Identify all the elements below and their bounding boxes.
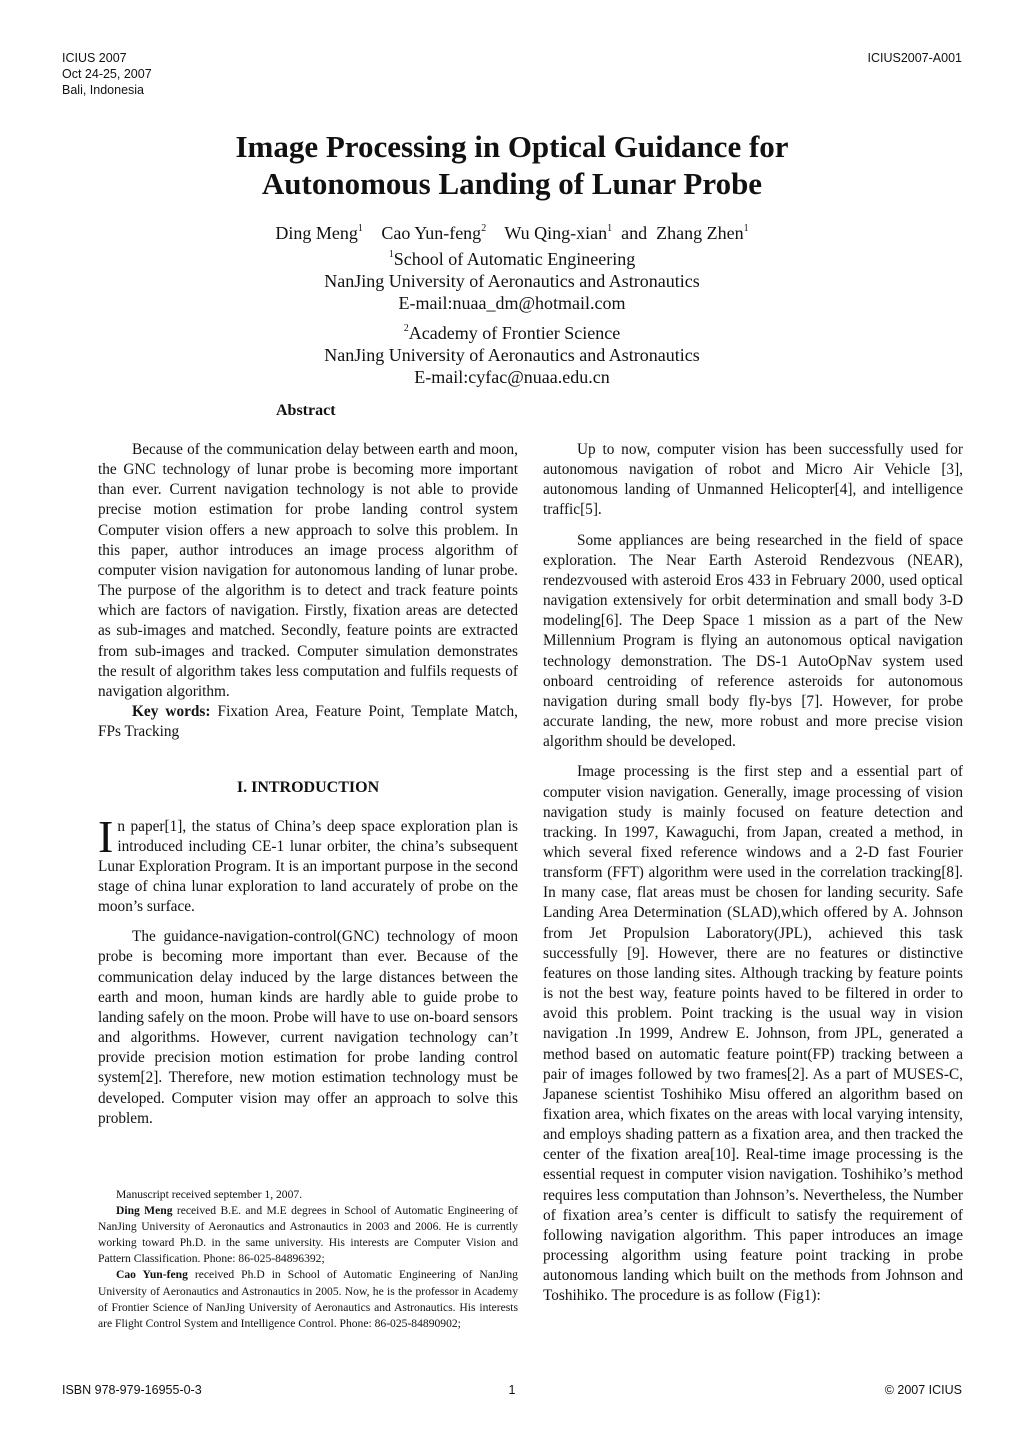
conference-name: ICIUS 2007 bbox=[62, 51, 127, 65]
keywords bbox=[98, 702, 518, 742]
affiliation-1-school: $^1$School of Automatic Engineering bbox=[388, 249, 636, 269]
author-name: Wu Qing-xian bbox=[504, 223, 608, 243]
isbn: ISBN 978-979-16955-0-3 bbox=[62, 1383, 202, 1397]
intro-paragraph-1: In paper[1], the status of China’s deep space exploration plan is introduced including CE-1 lunar orbiter, the china’s subsequent Lunar Exploration Program. It is an important purpose in the second stage of china lunar exploration to land accurately of probe on the moon’s surface. bbox=[98, 810, 518, 916]
abstract-heading: Abstract bbox=[276, 402, 336, 419]
affiliation-2-email: E-mail:cyfac@nuaa.edu.cn bbox=[414, 367, 610, 387]
body-paragraph-1: Up to now, computer vision has been successfully used for autonomous navigation of robot and Micro Air Vehicle [3], autonomous landing of Unmanned Helicopter[4], and intelligence traffic[5]. bbox=[543, 441, 963, 519]
author-bio-1: Ding Meng received B.E. and M.E degrees in School of Automatic Engineering of NanJing University of Aeronautics and Astronautics in 2003 and 2006. He is currently working toward Ph.D. in the same university. His interests are Computer Vision and Pattern Classification. Phone: 86-025-84896392; bbox=[98, 1204, 518, 1266]
title-line-1: Image Processing in Optical Guidance for bbox=[235, 129, 789, 164]
affiliation-1-email: E-mail:nuaa_dm@hotmail.com bbox=[398, 293, 626, 313]
right-column bbox=[543, 440, 963, 1307]
page-number: 1 bbox=[508, 1383, 516, 1397]
footnotes bbox=[98, 1187, 518, 1332]
affiliation-1-university: NanJing University of Aeronautics and Astronautics bbox=[324, 271, 700, 291]
author-affil-mark: 1 bbox=[743, 223, 749, 234]
author-bio-2: Cao Yun-feng received Ph.D in School of Automatic Engineering of NanJing University of Aeronautics and Astronautics in 2005. Now, he is the professor in Academy of Frontier Science of NanJing University of Aeronautics and Astronautics. His interests are Flight Control System and Intelligence Control. Phone: 86-025-84890902; bbox=[98, 1268, 518, 1330]
left-column bbox=[98, 440, 518, 1129]
author-list bbox=[0, 218, 1024, 244]
affiliation-2-university: NanJing University of Aeronautics and Astronautics bbox=[324, 345, 700, 365]
abstract-text: Because of the communication delay between earth and moon, the GNC technology of lunar probe is becoming more important than ever. Current navigation technology is not able to provide precise motion estimation for probe landing control system Computer vision offers a new approach to solve this problem. In this paper, author introduces an image process algorithm of computer vision navigation for autonomous landing of lunar probe. The purpose of the algorithm is to detect and track feature points which are factors of navigation. Firstly, fixation areas are detected as sub-images and matched. Secondly, feature points are extracted from sub-images and tracked. Computer simulation demonstrates the result of algorithm takes less computation and fulfils requests of navigation algorithm. bbox=[98, 441, 518, 700]
body-paragraph-2: Some appliances are being researched in the field of space exploration. The Near Earth Asteroid Rendezvous (NEAR), rendezvoused with asteroid Eros 433 in February 2000, used optical navigation extensively for orbit determination and small body 3-D modeling[6]. The Deep Space 1 mission as a part of the New Millennium Program is flying an autonomous optical navigation technology demonstration. The DS-1 AutoOpNav system used onboard centroiding of reference asteroids for autonomous navigation during small body fly-bys [7]. However, for probe accurate landing, the new, more robust and more precise vision algorithm should be developed. bbox=[543, 531, 963, 751]
keywords-list: Fixation Area, Feature Point, Template Match, FPs Tracking bbox=[98, 703, 519, 741]
drop-cap: I bbox=[98, 810, 114, 862]
author-affil-mark: 1 bbox=[357, 223, 363, 234]
author-conjunction: and bbox=[621, 223, 648, 243]
keywords-label: Key words: bbox=[132, 703, 211, 721]
manuscript-received: Manuscript received september 1, 2007. bbox=[116, 1188, 303, 1201]
paper-title bbox=[0, 128, 1024, 202]
copyright: © 2007 ICIUS bbox=[884, 1383, 962, 1397]
author-name: Zhang Zhen bbox=[656, 223, 744, 243]
affiliation-2-school: $^2$Academy of Frontier Science bbox=[403, 323, 621, 343]
section-heading-introduction: I. INTRODUCTION bbox=[236, 779, 380, 797]
author-affil-mark: 2 bbox=[481, 223, 487, 234]
title-line-2: Autonomous Landing of Lunar Probe bbox=[261, 166, 763, 201]
author-affil-mark: 1 bbox=[607, 223, 613, 234]
paper-id: ICIUS2007-A001 bbox=[867, 51, 962, 65]
body-paragraph-3: Image processing is the first step and a essential part of computer vision navigation. Generally, image processing of vision navigation study is mainly focused on feature detection and tracking. In 1997, Kawaguchi, from Japan, created a method, in which several fixed reference windows and a 2-D fast Fourier transform (FFT) algorithm were used in the correlation tracking[8]. In many case, flat areas must be chosen for landing security. Safe Landing Area Determination (SLAD),which offered by A. Johnson from Jet Propulsion Laboratory(JPL), achieved this task successfully [9]. However, there are no features or distinctive features on those landing sites. Although tracking by feature points is not the best way, feature points haved to be filtered in order to avoid this problem. Point tracking is the usual way in vision navigation .In 1999, Andrew E. Johnson, from JPL, generated a method based on automatic feature point(FP) tracking between a pair of images followed by two frames[2]. As a part of MUSES-C, Japanese scientist Toshihiko Misu offered an algorithm based on fixation area, which fixates on the areas with local varying intensity, and employs shading pattern as a fixation area, and then tracked the center of the fixation area[10]. Real-time image processing is the essential request in computer vision navigation. Toshihiko’s method requires less computation than Johnson’s. Nevertheless, the Number of fixation area’s center is difficult to satisfy the requirement of following navigation algorithm. This paper introduces an image processing algorithm using feature point tracking in probe autonomous landing which built on the methods from Johnson and Toshihiko. The procedure is as follow (Fig1): bbox=[543, 763, 963, 1305]
author-name: Cao Yun-feng bbox=[381, 223, 482, 243]
author-name: Ding Meng bbox=[275, 223, 358, 243]
author-block bbox=[0, 218, 1024, 388]
intro-paragraph-2: The guidance-navigation-control(GNC) technology of moon probe is becoming more important than ever. Because of the communication delay induced by the large distances between the earth and moon, human kinds are hardly able to guide probe to landing safely on the moon. Probe will have to use on-board sensors and algorithms. However, current navigation technology can’t provide precision motion estimation for probe landing control system[2]. Therefore, new motion estimation technology must be developed. Computer vision may offer an approach to solve this problem. bbox=[98, 928, 518, 1127]
conference-date: Oct 24-25, 2007 bbox=[62, 67, 152, 81]
running-header-left bbox=[62, 50, 152, 98]
conference-location: Bali, Indonesia bbox=[62, 83, 145, 97]
